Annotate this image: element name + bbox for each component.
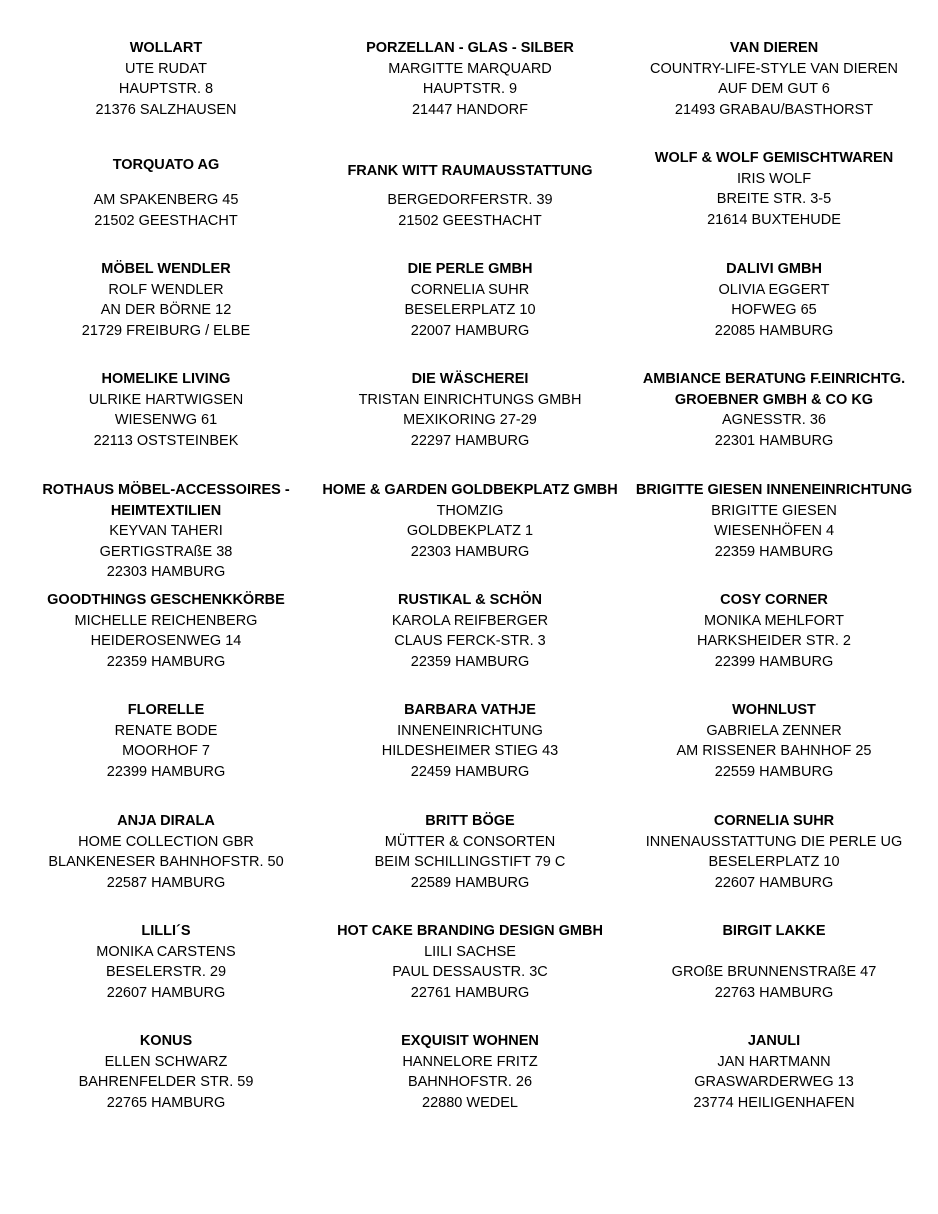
address-line: GERTIGSTRAßE 38 [99, 543, 233, 560]
address-line: 22587 HAMBURG [106, 874, 226, 891]
address-line: BLANKENESER BAHNHOFSTR. 50 [48, 854, 284, 871]
address-entry [628, 148, 920, 230]
address-line: 21502 GEESTHACHT [94, 212, 238, 229]
address-line: 22359 HAMBURG [714, 543, 834, 560]
address-line: GABRIELA ZENNER [706, 722, 842, 739]
company-name: ROTHAUS MÖBEL-ACCESSOIRES - [42, 482, 290, 498]
company-name: HOMELIKE LIVING [101, 371, 231, 387]
address-entry [318, 369, 622, 451]
address-line: KAROLA REIFBERGER [391, 612, 549, 629]
address-line: ELLEN SCHWARZ [104, 1053, 228, 1070]
address-entry [20, 811, 312, 893]
company-name: BARBARA VATHJE [404, 702, 536, 718]
address-line: MOORHOF 7 [122, 743, 210, 760]
address-entry [318, 700, 622, 782]
address-entry [20, 369, 312, 451]
address-line: WIESENHÖFEN 4 [713, 523, 835, 540]
address-line: KEYVAN TAHERI [109, 523, 223, 540]
address-line: 22763 HAMBURG [714, 984, 834, 1001]
company-name: MÖBEL WENDLER [101, 261, 231, 277]
address-line: THOMZIG [436, 502, 504, 519]
company-name: WOHNLUST [732, 702, 816, 718]
address-line: ULRIKE HARTWIGSEN [88, 391, 244, 408]
company-name: BIRGIT LAKKE [722, 923, 826, 939]
company-name: WOLLART [129, 40, 203, 56]
address-line: BESELERSTR. 29 [105, 964, 227, 981]
address-line: RENATE BODE [114, 722, 218, 739]
address-line: HAUPTSTR. 8 [118, 81, 214, 98]
company-name: AMBIANCE BERATUNG F.EINRICHTG. [642, 371, 906, 387]
address-line: 22359 HAMBURG [410, 653, 530, 670]
address-line: 22589 HAMBURG [410, 874, 530, 891]
address-line: 22359 HAMBURG [106, 653, 226, 670]
address-line: BEIM SCHILLINGSTIFT 79 C [374, 854, 566, 871]
address-line: MONIKA CARSTENS [96, 943, 236, 960]
address-line: OLIVIA EGGERT [718, 281, 830, 298]
company-name-line2: GROEBNER GMBH & CO KG [674, 391, 874, 408]
address-entry [318, 259, 622, 341]
company-name: KONUS [139, 1033, 193, 1049]
address-line: MEXIKORING 27-29 [403, 412, 537, 429]
company-name: DIE PERLE GMBH [407, 261, 533, 277]
address-line: WIESENWG 61 [114, 412, 218, 429]
address-line: AM SPAKENBERG 45 [93, 192, 239, 208]
address-entry [20, 921, 312, 1003]
address-line: INNENAUSSTATTUNG DIE PERLE UG [645, 833, 903, 850]
company-name: GOODTHINGS GESCHENKKÖRBE [47, 592, 285, 608]
address-line: BESELERPLATZ 10 [404, 302, 536, 319]
address-line: GROßE BRUNNENSTRAßE 47 [671, 964, 877, 980]
address-line: HEIDEROSENWEG 14 [90, 633, 242, 650]
address-line: COUNTRY-LIFE-STYLE VAN DIEREN [650, 60, 898, 77]
address-entry [628, 811, 920, 893]
address-line: HANNELORE FRITZ [402, 1053, 538, 1070]
address-entry [318, 1031, 622, 1113]
company-name: PORZELLAN - GLAS - SILBER [366, 40, 574, 56]
address-line: ROLF WENDLER [108, 281, 224, 298]
company-name: LILLI´S [141, 923, 191, 939]
address-line: AGNESSTR. 36 [722, 412, 826, 429]
address-entry-details [20, 190, 312, 231]
address-line: 22301 HAMBURG [714, 432, 834, 449]
address-entry [20, 1031, 312, 1113]
address-line: INNENEINRICHTUNG [397, 722, 543, 739]
address-line: 21493 GRABAU/BASTHORST [674, 101, 874, 118]
company-name: FRANK WITT RAUMAUSSTATTUNG [347, 163, 593, 179]
address-line: 22303 HAMBURG [410, 543, 530, 560]
address-entry [628, 1031, 920, 1113]
address-line: 22761 HAMBURG [410, 984, 530, 1001]
address-line: MICHELLE REICHENBERG [74, 612, 258, 629]
address-line: 21614 BUXTEHUDE [707, 211, 841, 228]
address-line: 21376 SALZHAUSEN [95, 101, 237, 118]
address-entry [628, 259, 920, 341]
company-name: TORQUATO AG [112, 157, 220, 173]
address-line: CORNELIA SUHR [410, 281, 530, 298]
address-line: 22559 HAMBURG [714, 763, 834, 780]
company-name: DALIVI GMBH [726, 261, 822, 277]
address-line: TRISTAN EINRICHTUNGS GMBH [358, 391, 582, 408]
address-entry [20, 259, 312, 341]
address-entry [628, 921, 920, 942]
address-line: UTE RUDAT [125, 60, 207, 77]
address-line: PAUL DESSAUSTR. 3C [392, 964, 548, 981]
address-line: BRIGITTE GIESEN [711, 502, 837, 519]
company-name: BRIGITTE GIESEN INNENEINRICHTUNG [635, 482, 913, 498]
address-entry [318, 590, 622, 672]
address-line: GRASWARDERWEG 13 [694, 1074, 854, 1091]
address-line: AM RISSENER BAHNHOF 25 [676, 743, 872, 760]
address-entry [20, 155, 312, 176]
address-entry [628, 590, 920, 672]
company-name: FLORELLE [127, 702, 205, 718]
company-name: HOME & GARDEN GOLDBEKPLATZ GMBH [322, 482, 618, 498]
address-entry-details [318, 190, 622, 231]
address-line: 23774 HEILIGENHAFEN [693, 1094, 855, 1111]
address-entry [20, 480, 312, 583]
company-name: COSY CORNER [720, 592, 828, 608]
address-line: HOFWEG 65 [731, 302, 817, 319]
address-entry [318, 480, 622, 562]
address-line: 22303 HAMBURG [106, 564, 226, 581]
company-name: CORNELIA SUHR [713, 813, 835, 829]
address-line: BESELERPLATZ 10 [708, 854, 840, 871]
address-entry [628, 480, 920, 562]
company-name: ANJA DIRALA [117, 813, 215, 829]
address-entry [628, 369, 920, 451]
address-line: MÜTTER & CONSORTEN [384, 833, 556, 850]
address-line: HARKSHEIDER STR. 2 [697, 633, 851, 650]
address-line: 21502 GEESTHACHT [398, 212, 542, 229]
company-name: WOLF & WOLF GEMISCHTWAREN [654, 150, 894, 166]
address-line: BAHNHOFSTR. 26 [407, 1074, 533, 1091]
address-line: CLAUS FERCK-STR. 3 [394, 633, 546, 650]
address-line: HAUPTSTR. 9 [422, 81, 518, 98]
address-line: 22085 HAMBURG [714, 322, 834, 339]
address-line: 22399 HAMBURG [714, 653, 834, 670]
address-line: 21729 FREIBURG / ELBE [81, 322, 251, 339]
address-line: MARGITTE MARQUARD [388, 60, 552, 77]
address-line: 22459 HAMBURG [410, 763, 530, 780]
company-name: HOT CAKE BRANDING DESIGN GMBH [337, 923, 603, 939]
address-entry [20, 38, 312, 120]
address-line: BAHRENFELDER STR. 59 [78, 1074, 254, 1091]
address-line: AUF DEM GUT 6 [718, 81, 830, 98]
address-entry-details [628, 962, 920, 1003]
address-line: IRIS WOLF [736, 170, 812, 187]
company-name: JANULI [747, 1033, 801, 1049]
address-line: 22880 WEDEL [422, 1094, 518, 1111]
address-entry [318, 811, 622, 893]
company-name: BRITT BÖGE [425, 813, 515, 829]
company-name: EXQUISIT WOHNEN [401, 1033, 539, 1049]
address-line: BERGEDORFERSTR. 39 [387, 192, 553, 208]
address-line: 22297 HAMBURG [410, 432, 530, 449]
address-entry [318, 921, 622, 1003]
company-name: DIE WÄSCHEREI [411, 371, 529, 387]
address-entry [318, 38, 622, 120]
address-entry [20, 700, 312, 782]
address-entry [628, 38, 920, 120]
address-line: JAN HARTMANN [717, 1053, 831, 1070]
address-entry [318, 161, 622, 182]
address-line: 22399 HAMBURG [106, 763, 226, 780]
address-line: HOME COLLECTION GBR [78, 833, 254, 850]
address-line: GOLDBEKPLATZ 1 [406, 523, 534, 540]
address-line: 22765 HAMBURG [106, 1094, 226, 1111]
address-entry [628, 700, 920, 782]
address-line: 22607 HAMBURG [106, 984, 226, 1001]
company-name: RUSTIKAL & SCHÖN [398, 592, 542, 608]
address-line: LIILI SACHSE [424, 943, 516, 960]
company-name-line2: HEIMTEXTILIEN [110, 502, 222, 519]
address-line: 22007 HAMBURG [410, 322, 530, 339]
address-line: 22113 OSTSTEINBEK [93, 432, 239, 449]
address-line: HILDESHEIMER STIEG 43 [381, 743, 559, 760]
address-line: MONIKA MEHLFORT [704, 612, 844, 629]
address-line: 21447 HANDORF [411, 101, 529, 118]
address-line: 22607 HAMBURG [714, 874, 834, 891]
address-line: BREITE STR. 3-5 [716, 191, 832, 208]
address-entry [20, 590, 312, 672]
company-name: VAN DIEREN [729, 40, 819, 56]
address-line: AN DER BÖRNE 12 [100, 302, 232, 319]
